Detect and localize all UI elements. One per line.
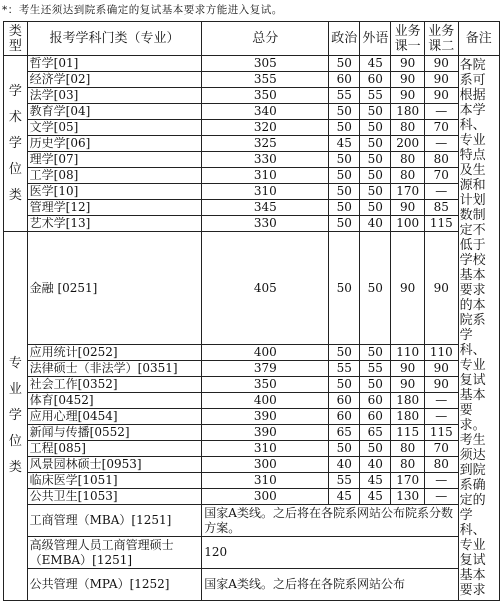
course1-score: 110: [391, 345, 425, 361]
table-row: [4, 409, 500, 425]
foreign-score: 50: [360, 120, 391, 136]
national-line-text: 国家A类线。之后将在各院系网站公布: [202, 569, 458, 601]
header-type: 类型: [4, 22, 28, 56]
subject-name: 理学[07]: [27, 152, 202, 168]
foreign-score: 50: [360, 136, 391, 152]
foreign-score: 40: [360, 457, 391, 473]
foreign-score: 50: [360, 232, 391, 345]
header-foreign: 外语: [360, 22, 391, 56]
course1-score: 180: [391, 393, 425, 409]
group-professional: 专业学位类: [4, 232, 28, 601]
total-score: 330: [202, 216, 329, 232]
course2-score: 90: [424, 56, 458, 72]
subject-name: 风景园林硕士[0953]: [27, 457, 202, 473]
politics-score: 45: [329, 136, 360, 152]
course1-score: 115: [391, 425, 425, 441]
header-politics: 政治: [329, 22, 360, 56]
foreign-score: 60: [360, 72, 391, 88]
course2-score: —: [424, 104, 458, 120]
national-line-text: 国家A类线。之后将在各院系网站公布院系分数方案。: [202, 505, 458, 537]
subject-name: 应用心理[0454]: [27, 409, 202, 425]
subject-name: 哲学[01]: [27, 56, 202, 72]
total-score: 320: [202, 120, 329, 136]
subject-name: 体育[0452]: [27, 393, 202, 409]
total-score: 400: [202, 345, 329, 361]
table-row: [4, 393, 500, 409]
course2-score: 115: [424, 425, 458, 441]
course2-score: —: [424, 184, 458, 200]
total-score: 355: [202, 72, 329, 88]
total-score: 350: [202, 88, 329, 104]
course1-score: 90: [391, 377, 425, 393]
course2-score: —: [424, 489, 458, 505]
politics-score: 60: [329, 393, 360, 409]
politics-score: 55: [329, 473, 360, 489]
total-score: 405: [202, 232, 329, 345]
foreign-score: 60: [360, 409, 391, 425]
subject-name: 法律硕士（非法学）[0351]: [27, 361, 202, 377]
course1-score: 100: [391, 216, 425, 232]
total-score: 390: [202, 425, 329, 441]
mpa-row: [4, 569, 500, 601]
table-row: [4, 216, 500, 232]
course2-score: 90: [424, 377, 458, 393]
course2-score: 115: [424, 216, 458, 232]
foreign-score: 45: [360, 56, 391, 72]
course2-score: 80: [424, 152, 458, 168]
politics-score: 50: [329, 120, 360, 136]
foreign-score: 50: [360, 441, 391, 457]
table-row: [4, 361, 500, 377]
subject-name: 临床医学[1051]: [27, 473, 202, 489]
course1-score: 90: [391, 232, 425, 345]
header-total: 总分: [202, 22, 329, 56]
subject-name: 经济学[02]: [27, 72, 202, 88]
politics-score: 50: [329, 200, 360, 216]
total-score: 379: [202, 361, 329, 377]
remark-cell: 各院系可根据本学科、专业特点及生源和计划数制定不低于学校基本要求的本院系学科、专业复试基本要求。考生须达到院系确定的学科、专业复试基本要求: [458, 56, 499, 601]
subject-name: 公共管理（MPA）[1252]: [27, 569, 202, 601]
foreign-score: 50: [360, 152, 391, 168]
politics-score: 50: [329, 216, 360, 232]
course2-score: 90: [424, 88, 458, 104]
table-row: [4, 184, 500, 200]
foreign-score: 50: [360, 377, 391, 393]
subject-name: 文学[05]: [27, 120, 202, 136]
table-row: [4, 56, 500, 72]
group-academic: 学术学位类: [4, 56, 28, 232]
subject-name: 社会工作[0352]: [27, 377, 202, 393]
politics-score: 50: [329, 168, 360, 184]
course2-score: —: [424, 393, 458, 409]
subject-name: 医学[10]: [27, 184, 202, 200]
table-row: [4, 120, 500, 136]
table-row: [4, 72, 500, 88]
foreign-score: 60: [360, 393, 391, 409]
politics-score: 50: [329, 232, 360, 345]
table-row: [4, 136, 500, 152]
subject-name: 工程[085]: [27, 441, 202, 457]
total-score: 400: [202, 393, 329, 409]
foreign-score: 40: [360, 216, 391, 232]
total-score: 390: [202, 409, 329, 425]
politics-score: 55: [329, 361, 360, 377]
table-row: [4, 104, 500, 120]
course2-score: —: [424, 136, 458, 152]
course2-score: 70: [424, 441, 458, 457]
total-score: 330: [202, 152, 329, 168]
politics-score: 50: [329, 56, 360, 72]
course1-score: 90: [391, 56, 425, 72]
politics-score: 40: [329, 457, 360, 473]
course2-score: 85: [424, 200, 458, 216]
score-table: [3, 21, 500, 601]
course2-score: —: [424, 473, 458, 489]
total-score: 310: [202, 441, 329, 457]
course1-score: 130: [391, 489, 425, 505]
table-row: [4, 489, 500, 505]
foreign-score: 45: [360, 489, 391, 505]
total-score: 305: [202, 56, 329, 72]
table-row: [4, 473, 500, 489]
course1-score: 180: [391, 409, 425, 425]
politics-score: 60: [329, 72, 360, 88]
table-row: [4, 425, 500, 441]
header-row: [4, 22, 500, 56]
foreign-score: 65: [360, 425, 391, 441]
politics-score: 55: [329, 88, 360, 104]
subject-name: 新闻与传播[0552]: [27, 425, 202, 441]
course1-score: 170: [391, 184, 425, 200]
course1-score: 200: [391, 136, 425, 152]
total-score: 310: [202, 168, 329, 184]
subject-name: 应用统计[0252]: [27, 345, 202, 361]
course1-score: 90: [391, 72, 425, 88]
politics-score: 45: [329, 489, 360, 505]
subject-name: 金融 [0251]: [27, 232, 202, 345]
politics-score: 50: [329, 441, 360, 457]
foreign-score: 55: [360, 88, 391, 104]
subject-name: 教育学[04]: [27, 104, 202, 120]
foreign-score: 55: [360, 361, 391, 377]
header-category: 报考学科门类（专业）: [27, 22, 202, 56]
politics-score: 65: [329, 425, 360, 441]
subject-name: 公共卫生[1053]: [27, 489, 202, 505]
course1-score: 90: [391, 361, 425, 377]
table-row: [4, 88, 500, 104]
course1-score: 90: [391, 88, 425, 104]
foreign-score: 50: [360, 104, 391, 120]
table-row: [4, 377, 500, 393]
national-line-text: 120: [202, 537, 458, 569]
course1-score: 80: [391, 152, 425, 168]
mba-row: [4, 505, 500, 537]
course1-score: 170: [391, 473, 425, 489]
politics-score: 50: [329, 377, 360, 393]
header-course1: 业务课一: [391, 22, 425, 56]
subject-name: 管理学[12]: [27, 200, 202, 216]
politics-score: 50: [329, 345, 360, 361]
table-row: [4, 441, 500, 457]
emba-row: [4, 537, 500, 569]
course1-score: 80: [391, 457, 425, 473]
total-score: 345: [202, 200, 329, 216]
table-row: [4, 345, 500, 361]
table-row: [4, 232, 500, 345]
table-row: [4, 200, 500, 216]
course1-score: 80: [391, 441, 425, 457]
total-score: 325: [202, 136, 329, 152]
foreign-score: 50: [360, 200, 391, 216]
foreign-score: 50: [360, 168, 391, 184]
footnote: *：考生还须达到院系确定的复试基本要求方能进入复试。: [2, 4, 283, 16]
table-row: [4, 152, 500, 168]
subject-name: 工学[08]: [27, 168, 202, 184]
total-score: 310: [202, 184, 329, 200]
course2-score: 70: [424, 120, 458, 136]
course2-score: 90: [424, 72, 458, 88]
subject-name: 工商管理（MBA）[1251]: [27, 505, 202, 537]
total-score: 310: [202, 473, 329, 489]
subject-name: 法学[03]: [27, 88, 202, 104]
course2-score: 70: [424, 168, 458, 184]
total-score: 340: [202, 104, 329, 120]
subject-name: 历史学[06]: [27, 136, 202, 152]
course2-score: —: [424, 409, 458, 425]
politics-score: 50: [329, 104, 360, 120]
table-row: [4, 168, 500, 184]
course1-score: 80: [391, 120, 425, 136]
politics-score: 50: [329, 184, 360, 200]
total-score: 300: [202, 457, 329, 473]
subject-name: 艺术学[13]: [27, 216, 202, 232]
total-score: 350: [202, 377, 329, 393]
total-score: 300: [202, 489, 329, 505]
foreign-score: 45: [360, 473, 391, 489]
course2-score: 110: [424, 345, 458, 361]
course1-score: 90: [391, 200, 425, 216]
course2-score: 90: [424, 361, 458, 377]
header-course2: 业务课二: [424, 22, 458, 56]
foreign-score: 50: [360, 184, 391, 200]
politics-score: 60: [329, 409, 360, 425]
header-remark: 备注: [458, 22, 499, 56]
course1-score: 180: [391, 104, 425, 120]
subject-name: 高级管理人员工商管理硕士（EMBA）[1251]: [27, 537, 202, 569]
course2-score: 90: [424, 232, 458, 345]
foreign-score: 50: [360, 345, 391, 361]
politics-score: 50: [329, 152, 360, 168]
table-row: [4, 457, 500, 473]
course1-score: 80: [391, 168, 425, 184]
course2-score: 80: [424, 457, 458, 473]
